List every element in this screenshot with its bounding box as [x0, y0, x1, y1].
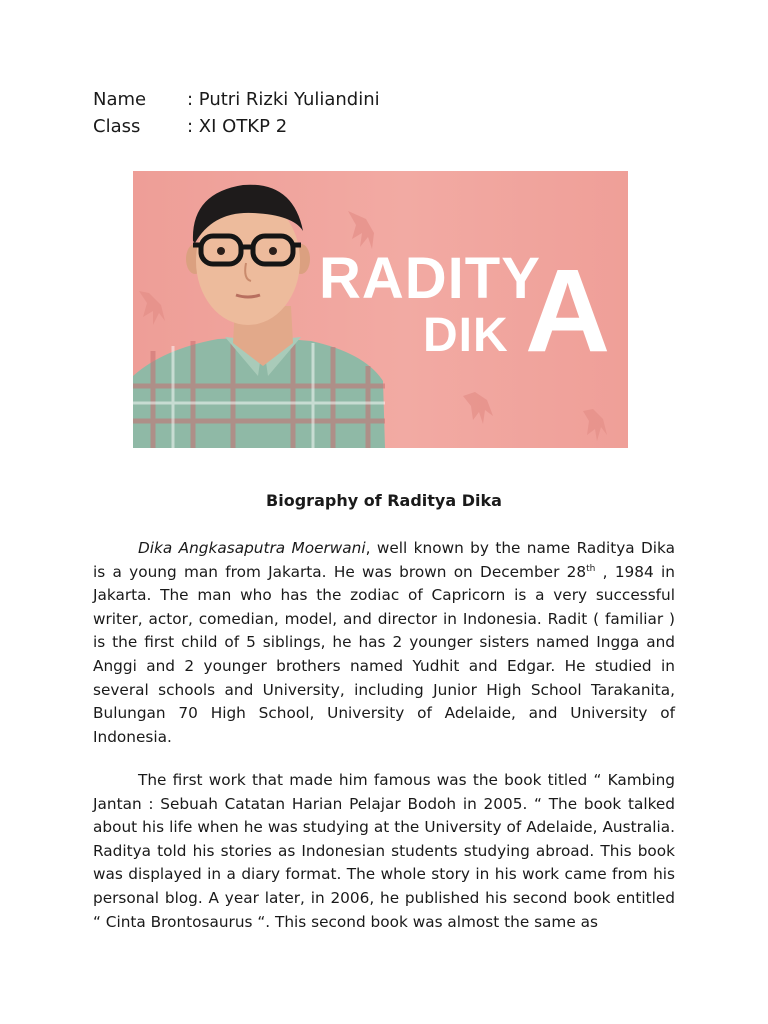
class-value: : XI OTKP 2 [187, 116, 288, 137]
paragraph-2-text: The first work that made him famous was the book titled “ Kambing Jantan : Sebuah Catatan Harian Pelajar Bodoh in 2005. “ The book talked about his life when he was studying at the University of Adelaide, Australia. Raditya told his stories as Indonesian students studying abroad. This book was displayed in a diary format. The whole story in his work came from his personal blog. A year later, in 2006, he published his second book entitled “ Cinta Brontosaurus “. This second book was almost the same as [93, 771, 675, 931]
class-row [93, 113, 380, 140]
full-name-italic: Dika Angkasaputra Moerwani [138, 539, 366, 557]
student-info [93, 86, 380, 140]
class-label: Class [93, 116, 141, 137]
paragraph-1 [93, 537, 675, 749]
paragraph-2 [93, 769, 675, 934]
banner-title-big-letter: A [525, 245, 612, 377]
banner-title-line2: DIK [423, 309, 509, 362]
banner-title-line1: RADITY [319, 246, 541, 311]
page-title: Biography of Raditya Dika [266, 491, 502, 510]
name-row [93, 86, 380, 113]
name-value: : Putri Rizki Yuliandini [187, 89, 380, 110]
name-label: Name [93, 89, 147, 110]
paragraph-1-text-a: , well known by the name Raditya Dika is a young man from Jakarta. He was brown on December 28 [93, 539, 675, 581]
ordinal-superscript: th [586, 563, 596, 574]
banner-image [133, 171, 628, 448]
paragraph-1-text-b: , 1984 in Jakarta. The man who has the zodiac of Capricorn is a very successful writer, actor, comedian, model, and director in Indonesia. Radit ( familiar ) is the first child of 5 siblings, he has 2 younger sisters named Ingga and Anggi and 2 younger brothers named Yudhit and Edgar. He studied in several schools and University, including Junior High School Tarakanita, Bulungan 70 High School, University of Adelaide, and University of Indonesia. [93, 562, 675, 746]
